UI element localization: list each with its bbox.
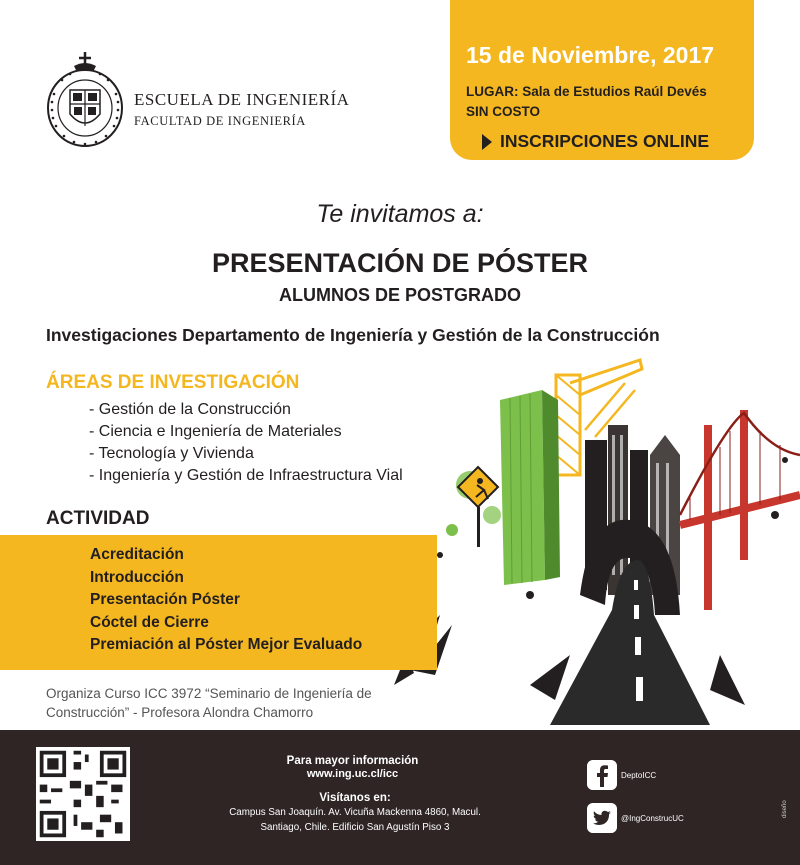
address-line: Campus San Joaquín. Av. Vicuña Mackenna 4860, Macul. [229,807,481,818]
play-triangle-icon [482,134,492,150]
school-name: ESCUELA DE INGENIERÍA [134,90,350,109]
faculty-name: FACULTAD DE INGENIERÍA [134,114,306,128]
activity-item: Introducción [90,568,184,586]
research-area-item: - Gestión de la Construcción [89,401,291,418]
footer [0,730,800,865]
facebook-handle: DeptoICC [621,770,657,780]
invite-heading: Te invitamos a: [316,200,484,228]
research-areas-title: ÁREAS DE INVESTIGACIÓN [46,372,300,393]
design-credit: diseño [782,800,788,818]
visit-us [190,792,520,834]
event-title: PRESENTACIÓN DE PÓSTER [211,248,589,278]
bridge-icon [680,410,800,610]
event-date: 15 de Noviembre, 2017 [466,42,715,68]
activity-item: Acreditación [90,546,184,563]
twitter-icon [587,803,617,833]
qr-code-icon[interactable] [36,747,130,841]
green-tower-icon [500,390,560,585]
address-line: Santiago, Chile. Edificio San Agustín Piso 3 [260,822,450,833]
faculty-logo [44,44,364,154]
research-areas-list [89,399,403,487]
twitter-handle: @IngConstrucUC [621,813,684,823]
online-registration-link[interactable] [482,131,709,152]
research-area-item: - Tecnología y Vivienda [89,445,254,462]
construction-illustration [380,355,800,730]
more-info [240,755,465,780]
event-cost: SIN COSTO [466,104,541,119]
event-place: LUGAR: Sala de Estudios Raúl Devés [466,84,707,99]
activity-item: Premiación al Póster Mejor Evaluado [90,636,363,653]
activity-title: ACTIVIDAD [46,508,150,529]
activity-list [90,544,362,657]
activity-item: Presentación Póster [90,591,240,608]
event-subtitle: ALUMNOS DE POSTGRADO [278,285,521,305]
website-link[interactable]: www.ing.uc.cl/icc [306,768,399,780]
facebook-icon [587,760,617,790]
tunnel-road-icon [530,520,745,725]
visit-us-title: Visítanos en: [319,792,391,804]
research-area-item: - Ciencia e Ingeniería de Materiales [89,423,342,440]
research-area-item: - Ingeniería y Gestión de Infraestructura Vial [89,467,403,484]
twitter-link[interactable] [587,803,684,833]
university-seal-icon [44,44,126,152]
more-info-label: Para mayor información [286,755,419,767]
facebook-link[interactable] [587,760,656,790]
department-line: Investigaciones Departamento de Ingeniería y Gestión de la Construcción [46,325,660,345]
online-registration-label: INSCRIPCIONES ONLINE [500,131,710,151]
activity-item: Cóctel de Cierre [90,613,209,631]
event-info-box [450,0,754,160]
organizer-note: Organiza Curso ICC 3972 “Seminario de Ingeniería de Construcción” - Profesora Alondra Chamorro [46,686,372,720]
